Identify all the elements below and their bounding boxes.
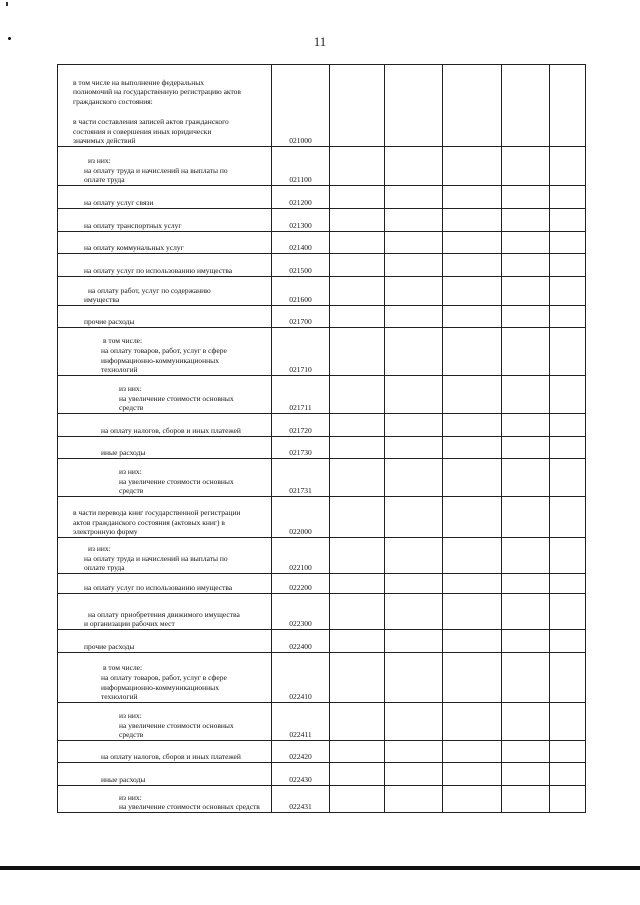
value-cell	[443, 437, 502, 459]
table-row	[58, 786, 586, 813]
row-code: 022431	[272, 786, 330, 813]
row-item-line: из них:	[119, 383, 142, 393]
row-item-line: значимых действий	[73, 136, 136, 146]
value-cell	[550, 147, 586, 186]
value-cell	[550, 254, 586, 277]
value-cell	[502, 306, 550, 328]
row-code: 021400	[272, 232, 330, 254]
row-code: 021710	[272, 328, 330, 376]
value-cell	[330, 703, 385, 741]
row-code: 021720	[272, 414, 330, 437]
value-cell	[502, 594, 550, 630]
value-cell	[385, 328, 443, 376]
value-cell	[550, 65, 586, 147]
value-cell	[385, 653, 443, 703]
value-cell	[550, 437, 586, 459]
row-item-line: на увеличение стоимости основных	[119, 720, 234, 730]
value-cell	[330, 630, 385, 653]
scan-artifact-mark	[6, 2, 8, 6]
value-cell	[330, 459, 385, 497]
row-item-line: на увеличение стоимости основных	[119, 393, 234, 403]
value-cell	[443, 630, 502, 653]
value-cell	[550, 277, 586, 306]
value-cell	[385, 277, 443, 306]
table-row	[58, 277, 586, 306]
row-item-name	[58, 376, 272, 414]
value-cell	[502, 209, 550, 232]
row-item-line: в том числе:	[103, 663, 143, 672]
value-cell	[385, 763, 443, 786]
row-item-line: на оплату налогов, сборов и иных платежей	[101, 426, 241, 436]
value-cell	[385, 232, 443, 254]
row-item-line: и организации рабочих мест	[84, 619, 175, 629]
row-item-line: в том числе:	[103, 336, 143, 345]
value-cell	[330, 147, 385, 186]
value-cell	[443, 459, 502, 497]
row-item-line: полномочий на государственную регистрацию актов	[73, 87, 241, 97]
value-cell	[502, 653, 550, 703]
value-cell	[330, 186, 385, 209]
value-cell	[443, 376, 502, 414]
value-cell	[330, 763, 385, 786]
value-cell	[330, 65, 385, 147]
value-cell	[502, 186, 550, 209]
table-row	[58, 414, 586, 437]
value-cell	[550, 414, 586, 437]
value-cell	[502, 538, 550, 574]
row-item-line: на оплату труда и начислений на выплаты по	[84, 165, 228, 175]
page-number: 11	[313, 34, 327, 49]
value-cell	[330, 741, 385, 763]
value-cell	[330, 232, 385, 254]
row-item-name	[58, 703, 272, 741]
value-cell	[502, 459, 550, 497]
value-cell	[443, 763, 502, 786]
table-row	[58, 147, 586, 186]
row-item-name	[58, 306, 272, 328]
row-item-name	[58, 594, 272, 630]
value-cell	[330, 538, 385, 574]
value-cell	[502, 376, 550, 414]
row-code: 021730	[272, 437, 330, 459]
row-code: 022400	[272, 630, 330, 653]
value-cell	[443, 741, 502, 763]
table-row	[58, 538, 586, 574]
row-item-line: информационно-коммуникационных	[101, 682, 219, 692]
value-cell	[385, 209, 443, 232]
row-code: 021711	[272, 376, 330, 414]
table-row	[58, 306, 586, 328]
row-code: 022000	[272, 497, 330, 538]
row-code: 021600	[272, 277, 330, 306]
value-cell	[330, 497, 385, 538]
row-item-name	[58, 209, 272, 232]
value-cell	[502, 630, 550, 653]
row-item-line: информационно-коммуникационных	[101, 355, 219, 365]
value-cell	[550, 538, 586, 574]
value-cell	[443, 497, 502, 538]
row-item-line: оплате труда	[84, 563, 125, 573]
value-cell	[385, 254, 443, 277]
value-cell	[443, 414, 502, 437]
value-cell	[330, 437, 385, 459]
row-item-line: средств	[119, 730, 144, 740]
value-cell	[443, 277, 502, 306]
value-cell	[330, 209, 385, 232]
row-item-line: прочие расходы	[84, 317, 135, 327]
value-cell	[443, 328, 502, 376]
value-cell	[502, 147, 550, 186]
value-cell	[385, 594, 443, 630]
row-item-line: на оплату услуг по использованию имущества	[84, 266, 233, 276]
row-item-name	[58, 459, 272, 497]
value-cell	[502, 574, 550, 594]
value-cell	[502, 786, 550, 813]
value-cell	[550, 497, 586, 538]
row-item-line: из них:	[88, 155, 111, 165]
table-row	[58, 653, 586, 703]
value-cell	[502, 65, 550, 147]
row-code: 022200	[272, 574, 330, 594]
row-item-name	[58, 653, 272, 703]
value-cell	[385, 497, 443, 538]
table-row	[58, 232, 586, 254]
row-code: 022420	[272, 741, 330, 763]
row-item-line: имущества	[84, 295, 120, 305]
value-cell	[385, 703, 443, 741]
scan-bottom-edge	[0, 866, 640, 870]
row-item-line: на оплату труда и начислений на выплаты по	[84, 553, 228, 563]
value-cell	[550, 786, 586, 813]
value-cell	[443, 147, 502, 186]
row-item-name	[58, 254, 272, 277]
row-code: 022411	[272, 703, 330, 741]
row-item-line: на оплату приобретения движимого имущества	[88, 609, 240, 619]
value-cell	[385, 786, 443, 813]
row-item-line: на оплату товаров, работ, услуг в сфере	[101, 672, 227, 682]
value-cell	[550, 186, 586, 209]
row-item-line: технологий	[101, 365, 138, 375]
expense-report-table	[57, 64, 586, 813]
value-cell	[443, 574, 502, 594]
value-cell	[502, 414, 550, 437]
table-row	[58, 186, 586, 209]
table-row	[58, 497, 586, 538]
value-cell	[550, 376, 586, 414]
row-item-line: на оплату налогов, сборов и иных платежей	[101, 752, 241, 762]
row-code: 021100	[272, 147, 330, 186]
row-item-line: иные расходы	[101, 448, 146, 458]
value-cell	[385, 538, 443, 574]
value-cell	[330, 277, 385, 306]
value-cell	[330, 574, 385, 594]
value-cell	[502, 232, 550, 254]
row-item-line: на оплату коммунальных услуг	[84, 243, 184, 253]
row-item-name	[58, 328, 272, 376]
value-cell	[502, 703, 550, 741]
row-item-name	[58, 65, 272, 147]
value-cell	[330, 594, 385, 630]
value-cell	[385, 630, 443, 653]
row-item-name	[58, 147, 272, 186]
value-cell	[443, 65, 502, 147]
row-item-name	[58, 786, 272, 813]
value-cell	[330, 376, 385, 414]
row-item-line: оплате труда	[84, 175, 125, 185]
value-cell	[502, 277, 550, 306]
row-item-name	[58, 538, 272, 574]
table-row	[58, 437, 586, 459]
row-item-line: состояния и совершения иных юридически	[73, 126, 212, 136]
table-row	[58, 376, 586, 414]
value-cell	[550, 653, 586, 703]
value-cell	[502, 328, 550, 376]
row-item-line: из них:	[88, 543, 111, 553]
value-cell	[550, 594, 586, 630]
value-cell	[443, 186, 502, 209]
row-item-line: технологий	[101, 692, 138, 702]
value-cell	[385, 147, 443, 186]
value-cell	[443, 538, 502, 574]
row-item-name	[58, 277, 272, 306]
value-cell	[550, 741, 586, 763]
value-cell	[550, 703, 586, 741]
row-item-line: средств	[119, 486, 144, 496]
value-cell	[550, 459, 586, 497]
value-cell	[502, 497, 550, 538]
value-cell	[385, 437, 443, 459]
line-gap	[58, 107, 271, 117]
table-row	[58, 459, 586, 497]
row-item-line: на оплату услуг по использованию имущества	[84, 583, 233, 593]
report-table-body	[58, 65, 586, 813]
value-cell	[385, 376, 443, 414]
row-item-line: на оплату услуг связи	[84, 198, 154, 208]
table-row	[58, 209, 586, 232]
table-row	[58, 594, 586, 630]
row-item-name	[58, 574, 272, 594]
row-code: 021200	[272, 186, 330, 209]
table-row	[58, 574, 586, 594]
value-cell	[550, 630, 586, 653]
value-cell	[385, 65, 443, 147]
value-cell	[443, 209, 502, 232]
value-cell	[330, 328, 385, 376]
value-cell	[550, 763, 586, 786]
value-cell	[443, 703, 502, 741]
row-item-line: электронную форму	[73, 527, 138, 537]
row-code: 021000	[272, 65, 330, 147]
row-item-name	[58, 232, 272, 254]
row-item-name	[58, 437, 272, 459]
value-cell	[550, 574, 586, 594]
row-item-name	[58, 497, 272, 538]
table-row	[58, 254, 586, 277]
row-code: 022430	[272, 763, 330, 786]
row-code: 022410	[272, 653, 330, 703]
row-item-line: гражданского состояния:	[73, 97, 153, 106]
value-cell	[330, 786, 385, 813]
value-cell	[550, 306, 586, 328]
row-item-line: прочие расходы	[84, 642, 135, 652]
value-cell	[550, 328, 586, 376]
row-item-line: в части перевода книг государственной регистрации	[73, 507, 241, 517]
row-item-line: из них:	[119, 466, 142, 476]
value-cell	[502, 437, 550, 459]
row-code: 022300	[272, 594, 330, 630]
row-item-name	[58, 414, 272, 437]
row-item-line: на оплату транспортных услуг	[84, 221, 182, 231]
value-cell	[330, 414, 385, 437]
value-cell	[550, 232, 586, 254]
value-cell	[385, 459, 443, 497]
value-cell	[330, 254, 385, 277]
value-cell	[330, 306, 385, 328]
table-row	[58, 65, 586, 147]
row-code: 021500	[272, 254, 330, 277]
value-cell	[443, 594, 502, 630]
row-item-line: в части составления записей актов гражданского	[73, 116, 229, 126]
value-cell	[502, 763, 550, 786]
table-row	[58, 703, 586, 741]
row-item-name	[58, 763, 272, 786]
row-item-name	[58, 186, 272, 209]
row-item-name	[58, 630, 272, 653]
value-cell	[502, 254, 550, 277]
value-cell	[550, 209, 586, 232]
table-row	[58, 630, 586, 653]
value-cell	[385, 186, 443, 209]
value-cell	[443, 232, 502, 254]
value-cell	[385, 414, 443, 437]
row-code: 022100	[272, 538, 330, 574]
value-cell	[502, 741, 550, 763]
row-item-line: в том числе на выполнение федеральных	[73, 77, 205, 87]
value-cell	[443, 254, 502, 277]
row-code: 021700	[272, 306, 330, 328]
value-cell	[330, 653, 385, 703]
row-item-line: из них:	[119, 792, 142, 802]
row-item-line: из них:	[119, 710, 142, 720]
row-item-name	[58, 741, 272, 763]
row-item-line: актов гражданского состояния (актовых книг) в	[73, 517, 225, 527]
table-row	[58, 763, 586, 786]
row-item-line: средств	[119, 403, 144, 413]
value-cell	[385, 306, 443, 328]
value-cell	[443, 306, 502, 328]
row-code: 021731	[272, 459, 330, 497]
value-cell	[443, 786, 502, 813]
value-cell	[385, 574, 443, 594]
row-code: 021300	[272, 209, 330, 232]
row-item-line: на оплату товаров, работ, услуг в сфере	[101, 345, 227, 355]
value-cell	[443, 653, 502, 703]
row-item-line: на оплату работ, услуг по содержанию	[88, 285, 211, 295]
table-row	[58, 741, 586, 763]
row-item-line: иные расходы	[101, 775, 146, 785]
row-item-line: на увеличение стоимости основных средств	[119, 802, 260, 812]
table-row	[58, 328, 586, 376]
row-item-line: на увеличение стоимости основных	[119, 476, 234, 486]
value-cell	[385, 741, 443, 763]
